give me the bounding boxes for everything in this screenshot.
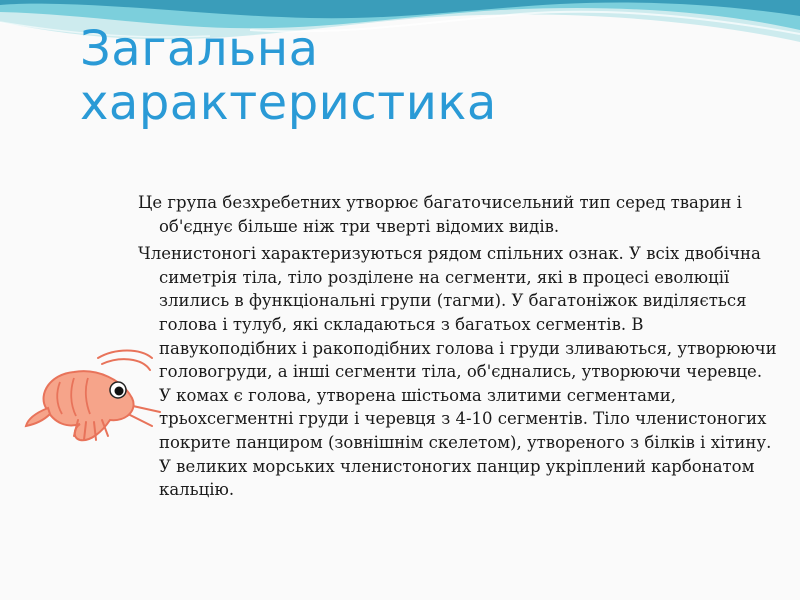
paragraph-intro: Це група безхребетних утворює багаточисельний тип серед тварин і об'єднує більше ніж три чверті відомих видів. bbox=[138, 193, 742, 236]
paragraph-features: Членистоногі характеризуються рядом спільних ознак. У всіх двобічна симетрія тіла, тіло розділене на сегменти, які в процесі еволюції злились в функціональні групи (тагми). У багатоніжок виділяється голова і тулуб, які складаються з багатьох сегментів. В павукоподібних і ракоподібних голова і груди зливаються, утворюючи головогруди, а інші сегменти тіла, об'єднались, утворюючи черевце. У комах є голова, утворена шістьома злитими сегментами, трьохсегментні груди і черевця з 4-10 сегментів. Тіло членистоногих покрите панциром (зовнішнім скелетом), утвореного з білків і хітину. У великих морських членистоногих панцир укріплений карбонатом кальцію. bbox=[138, 244, 777, 500]
shrimp-tail bbox=[26, 408, 50, 426]
title-line-2: характеристика bbox=[80, 75, 497, 131]
title-line-1: Загальна bbox=[80, 21, 319, 77]
slide-title bbox=[80, 22, 740, 130]
slide-body bbox=[138, 191, 778, 506]
